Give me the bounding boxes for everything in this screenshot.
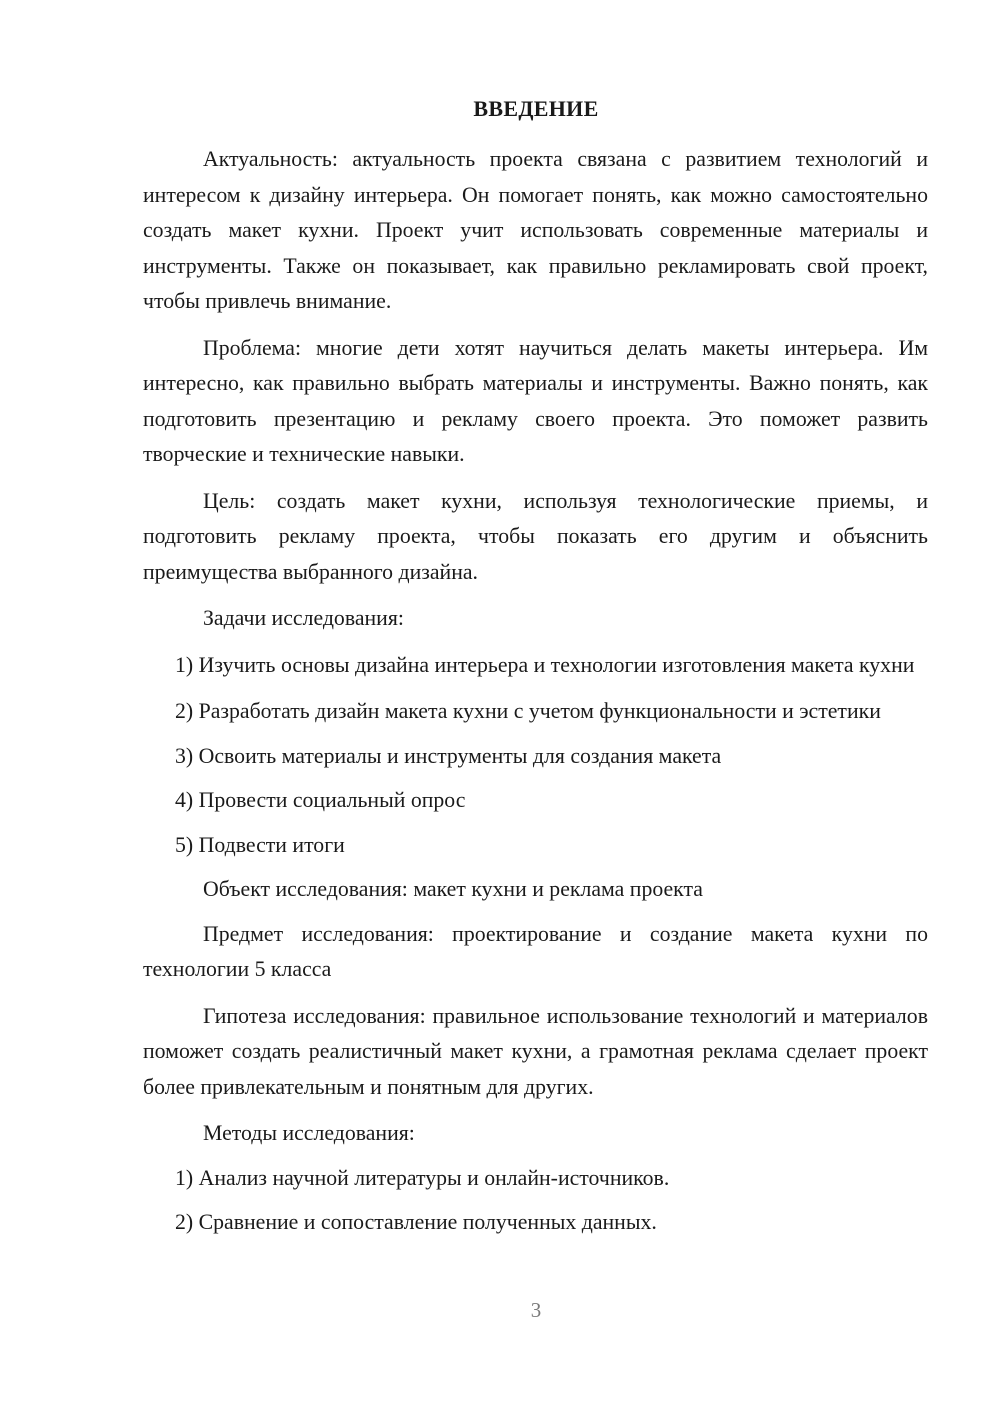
paragraph-hypothesis: Гипотеза исследования: правильное использование технологий и материалов поможет создать реалистичный макет кухни, а грамотная реклама сделает проект более привлекательным и понятным для других. [143,1003,928,1099]
page-number: 3 [530,1298,542,1322]
paragraph-problem: Проблема: многие дети хотят научиться делать макеты интерьера. Им интересно, как правильно выбрать материалы и инструменты. Важно понять, как подготовить презентацию и рекламу своего проекта. Это поможет развить творческие и технические навыки. [143,335,928,466]
tasks-heading: Задачи исследования: [203,606,404,630]
task-item-3: 3) Освоить материалы и инструменты для создания макета [175,743,722,768]
page-body [143,142,928,1241]
task-item-4: 4) Провести социальный опрос [175,788,466,812]
page-title: ВВЕДЕНИЕ [473,96,599,121]
methods-heading: Методы исследования: [203,1121,415,1145]
paragraph-object: Объект исследования: макет кухни и реклама проекта [203,877,703,901]
task-item-2: 2) Разработать дизайн макета кухни с учетом функциональности и эстетики [175,699,881,723]
paragraph-goal: Цель: создать макет кухни, используя технологические приемы, и подготовить рекламу проекта, чтобы показать его другим и объяснить преимущества выбранного дизайна. [143,488,928,584]
task-item-1: 1) Изучить основы дизайна интерьера и технологии изготовления макета кухни [175,652,915,677]
paragraph-relevance: Актуальность: актуальность проекта связана с развитием технологий и интересом к дизайну интерьера. Он помогает понять, как можно самостоятельно создать макет кухни. Проект учит использовать современные материалы и инструменты. Также он показывает, как правильно рекламировать свой проект, чтобы привлечь внимание. [143,147,928,313]
paragraph-subject: Предмет исследования: проектирование и создание макета кухни по технологии 5 класса [143,921,928,981]
method-item-1: 1) Анализ научной литературы и онлайн-источников. [175,1165,670,1190]
method-item-2: 2) Сравнение и сопоставление полученных данных. [175,1210,657,1234]
task-item-5: 5) Подвести итоги [175,832,345,857]
